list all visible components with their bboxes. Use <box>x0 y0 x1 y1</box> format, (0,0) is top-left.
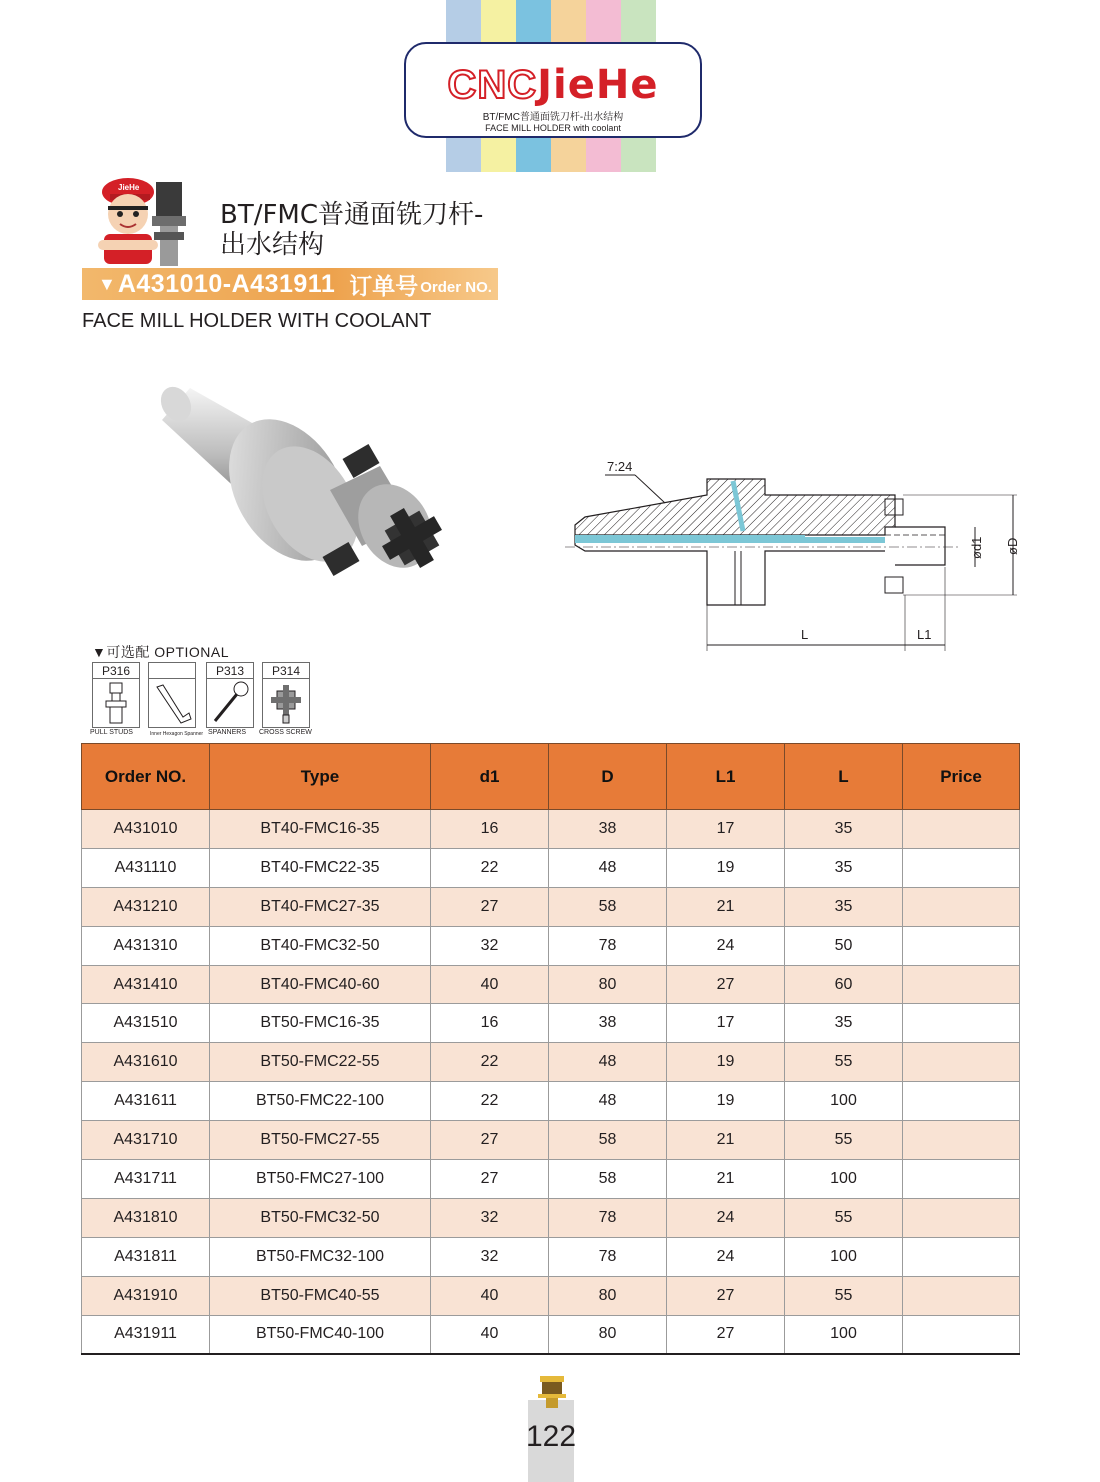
product-photo <box>150 380 460 600</box>
cell-d1: 32 <box>431 926 549 965</box>
cell-d1: 40 <box>431 965 549 1004</box>
cell-d1: 32 <box>431 1198 549 1237</box>
order-label-en: Order NO. <box>420 278 492 296</box>
cell-order-no: A431310 <box>82 926 210 965</box>
table-row <box>82 1198 1020 1237</box>
cell-D: 78 <box>549 926 667 965</box>
col-D: D <box>549 744 667 810</box>
cell-d1: 40 <box>431 1315 549 1354</box>
cell-price <box>903 1160 1020 1199</box>
cell-d1: 27 <box>431 1160 549 1199</box>
cell-D: 80 <box>549 965 667 1004</box>
table-header-row <box>82 744 1020 810</box>
cell-price <box>903 1004 1020 1043</box>
D-label: øD <box>1005 537 1020 555</box>
table-row <box>82 1121 1020 1160</box>
brand-logo <box>406 64 700 106</box>
accessory-pull-studs <box>92 662 140 728</box>
logo-cnc: CNC <box>447 63 538 107</box>
cell-price <box>903 1082 1020 1121</box>
cell-d1: 27 <box>431 887 549 926</box>
L-label: L <box>801 627 809 642</box>
d1-label: ød1 <box>969 536 984 559</box>
cell-d1: 32 <box>431 1237 549 1276</box>
cell-L1: 24 <box>667 926 785 965</box>
cell-d1: 27 <box>431 1121 549 1160</box>
accessory-tag <box>149 663 195 679</box>
table-row <box>82 926 1020 965</box>
table-row <box>82 848 1020 887</box>
cell-type: BT40-FMC16-35 <box>210 810 431 849</box>
col-type: Type <box>210 744 431 810</box>
cell-price <box>903 1237 1020 1276</box>
table-row <box>82 1315 1020 1354</box>
cell-L1: 21 <box>667 1121 785 1160</box>
cell-type: BT50-FMC27-100 <box>210 1160 431 1199</box>
cell-type: BT50-FMC32-50 <box>210 1198 431 1237</box>
cell-D: 48 <box>549 848 667 887</box>
technical-drawing <box>565 455 1025 655</box>
accessory-caption: CROSS SCREW <box>259 729 312 736</box>
cell-D: 48 <box>549 1082 667 1121</box>
cell-order-no: A431611 <box>82 1082 210 1121</box>
table-row <box>82 810 1020 849</box>
cell-order-no: A431610 <box>82 1043 210 1082</box>
cell-L1: 24 <box>667 1198 785 1237</box>
cell-d1: 22 <box>431 1043 549 1082</box>
optional-label: ▼可选配 OPTIONAL <box>92 644 230 660</box>
page-title <box>220 200 483 260</box>
cell-d1: 22 <box>431 848 549 887</box>
table-row <box>82 1004 1020 1043</box>
L1-label: L1 <box>917 627 932 642</box>
cell-order-no: A431711 <box>82 1160 210 1199</box>
order-range: A431010-A431911 <box>117 269 336 298</box>
accessory-caption: Inner Hexagon Spanner <box>150 731 204 737</box>
cell-d1: 16 <box>431 1004 549 1043</box>
cell-order-no: A431010 <box>82 810 210 849</box>
table-body <box>82 810 1020 1354</box>
cell-D: 80 <box>549 1315 667 1354</box>
table-row <box>82 1276 1020 1315</box>
table-row <box>82 1237 1020 1276</box>
cell-type: BT50-FMC16-35 <box>210 1004 431 1043</box>
cell-order-no: A431510 <box>82 1004 210 1043</box>
cell-L1: 19 <box>667 1043 785 1082</box>
cell-type: BT50-FMC27-55 <box>210 1121 431 1160</box>
cell-type: BT40-FMC40-60 <box>210 965 431 1004</box>
cell-order-no: A431910 <box>82 1276 210 1315</box>
cell-L1: 24 <box>667 1237 785 1276</box>
cell-L: 100 <box>785 1160 903 1199</box>
accessory-spanners <box>206 662 254 728</box>
cell-D: 80 <box>549 1276 667 1315</box>
order-label-cn: 订单号 <box>349 273 419 300</box>
cell-L1: 19 <box>667 848 785 887</box>
cell-L: 35 <box>785 887 903 926</box>
cell-D: 48 <box>549 1043 667 1082</box>
svg-text:JieHe: JieHe <box>118 183 140 192</box>
subtitle-en: FACE MILL HOLDER WITH COOLANT <box>82 310 432 332</box>
title-cn-line1: BT/FMC普通面铣刀杆- <box>220 200 484 230</box>
cell-d1: 22 <box>431 1082 549 1121</box>
cell-L: 55 <box>785 1043 903 1082</box>
cell-type: BT50-FMC22-100 <box>210 1082 431 1121</box>
cell-L: 55 <box>785 1276 903 1315</box>
table-row <box>82 1043 1020 1082</box>
cell-order-no: A431710 <box>82 1121 210 1160</box>
cell-order-no: A431911 <box>82 1315 210 1354</box>
cell-D: 58 <box>549 887 667 926</box>
pull-stud-icon <box>93 679 139 727</box>
spec-table <box>81 743 1020 1355</box>
cell-type: BT40-FMC32-50 <box>210 926 431 965</box>
cell-D: 38 <box>549 810 667 849</box>
cell-L: 60 <box>785 965 903 1004</box>
cell-L: 50 <box>785 926 903 965</box>
col-d1: d1 <box>431 744 549 810</box>
cell-D: 58 <box>549 1121 667 1160</box>
cell-L: 55 <box>785 1121 903 1160</box>
table-row <box>82 965 1020 1004</box>
cell-price <box>903 887 1020 926</box>
cell-price <box>903 810 1020 849</box>
col-L1: L1 <box>667 744 785 810</box>
table-row <box>82 1160 1020 1199</box>
cell-type: BT50-FMC40-100 <box>210 1315 431 1354</box>
cell-D: 58 <box>549 1160 667 1199</box>
cell-type: BT40-FMC27-35 <box>210 887 431 926</box>
col-price: Price <box>903 744 1020 810</box>
cell-L1: 27 <box>667 1315 785 1354</box>
cell-d1: 16 <box>431 810 549 849</box>
cell-L: 100 <box>785 1082 903 1121</box>
cell-L1: 17 <box>667 810 785 849</box>
cell-L1: 21 <box>667 1160 785 1199</box>
cell-type: BT50-FMC32-100 <box>210 1237 431 1276</box>
accessory-cross-screw <box>262 662 310 728</box>
table-row <box>82 887 1020 926</box>
cell-L: 100 <box>785 1237 903 1276</box>
cell-d1: 40 <box>431 1276 549 1315</box>
cell-price <box>903 1043 1020 1082</box>
brand-logo-box <box>404 42 702 138</box>
header-subtitle-cn: BT/FMC普通面铣刀杆-出水结构 <box>482 112 624 123</box>
accessory-caption: PULL STUDS <box>90 729 133 736</box>
accessory-tag: P316 <box>93 663 139 679</box>
cell-price <box>903 1121 1020 1160</box>
accessory-caption: SPANNERS <box>208 729 246 736</box>
cell-price <box>903 1276 1020 1315</box>
cell-price <box>903 965 1020 1004</box>
cell-L1: 27 <box>667 965 785 1004</box>
cell-order-no: A431810 <box>82 1198 210 1237</box>
triangle-down-icon: ▼ <box>98 273 116 294</box>
accessory-tag: P313 <box>207 663 253 679</box>
col-order-no: Order NO. <box>82 744 210 810</box>
cell-order-no: A431410 <box>82 965 210 1004</box>
mascot-icon <box>94 176 198 268</box>
cell-D: 78 <box>549 1237 667 1276</box>
cell-price <box>903 848 1020 887</box>
cell-D: 38 <box>549 1004 667 1043</box>
cell-price <box>903 1315 1020 1354</box>
logo-jiehe: JieHe <box>537 62 659 108</box>
cell-L: 35 <box>785 810 903 849</box>
page-number: 122 <box>525 1420 577 1453</box>
cell-L: 55 <box>785 1198 903 1237</box>
hex-key-icon <box>149 679 195 727</box>
cell-L1: 17 <box>667 1004 785 1043</box>
cell-order-no: A431811 <box>82 1237 210 1276</box>
cell-L1: 21 <box>667 887 785 926</box>
cell-price <box>903 926 1020 965</box>
cell-L: 100 <box>785 1315 903 1354</box>
cell-price <box>903 1198 1020 1237</box>
spanner-icon <box>207 679 253 727</box>
cell-order-no: A431110 <box>82 848 210 887</box>
cell-type: BT50-FMC22-55 <box>210 1043 431 1082</box>
header-subtitle-en: FACE MILL HOLDER with coolant <box>485 123 621 133</box>
order-range-bar <box>82 268 498 300</box>
cross-screw-icon <box>263 679 309 727</box>
cell-L: 35 <box>785 1004 903 1043</box>
cell-order-no: A431210 <box>82 887 210 926</box>
title-cn-line2: 出水结构 <box>220 230 325 260</box>
cell-L1: 19 <box>667 1082 785 1121</box>
cell-L1: 27 <box>667 1276 785 1315</box>
cell-L: 35 <box>785 848 903 887</box>
cell-D: 78 <box>549 1198 667 1237</box>
taper-label: 7:24 <box>607 459 633 474</box>
col-L: L <box>785 744 903 810</box>
table-row <box>82 1082 1020 1121</box>
accessory-hex-spanner <box>148 662 196 728</box>
accessory-tag: P314 <box>263 663 309 679</box>
tool-holder-icon <box>536 1374 568 1410</box>
cell-type: BT40-FMC22-35 <box>210 848 431 887</box>
cell-type: BT50-FMC40-55 <box>210 1276 431 1315</box>
